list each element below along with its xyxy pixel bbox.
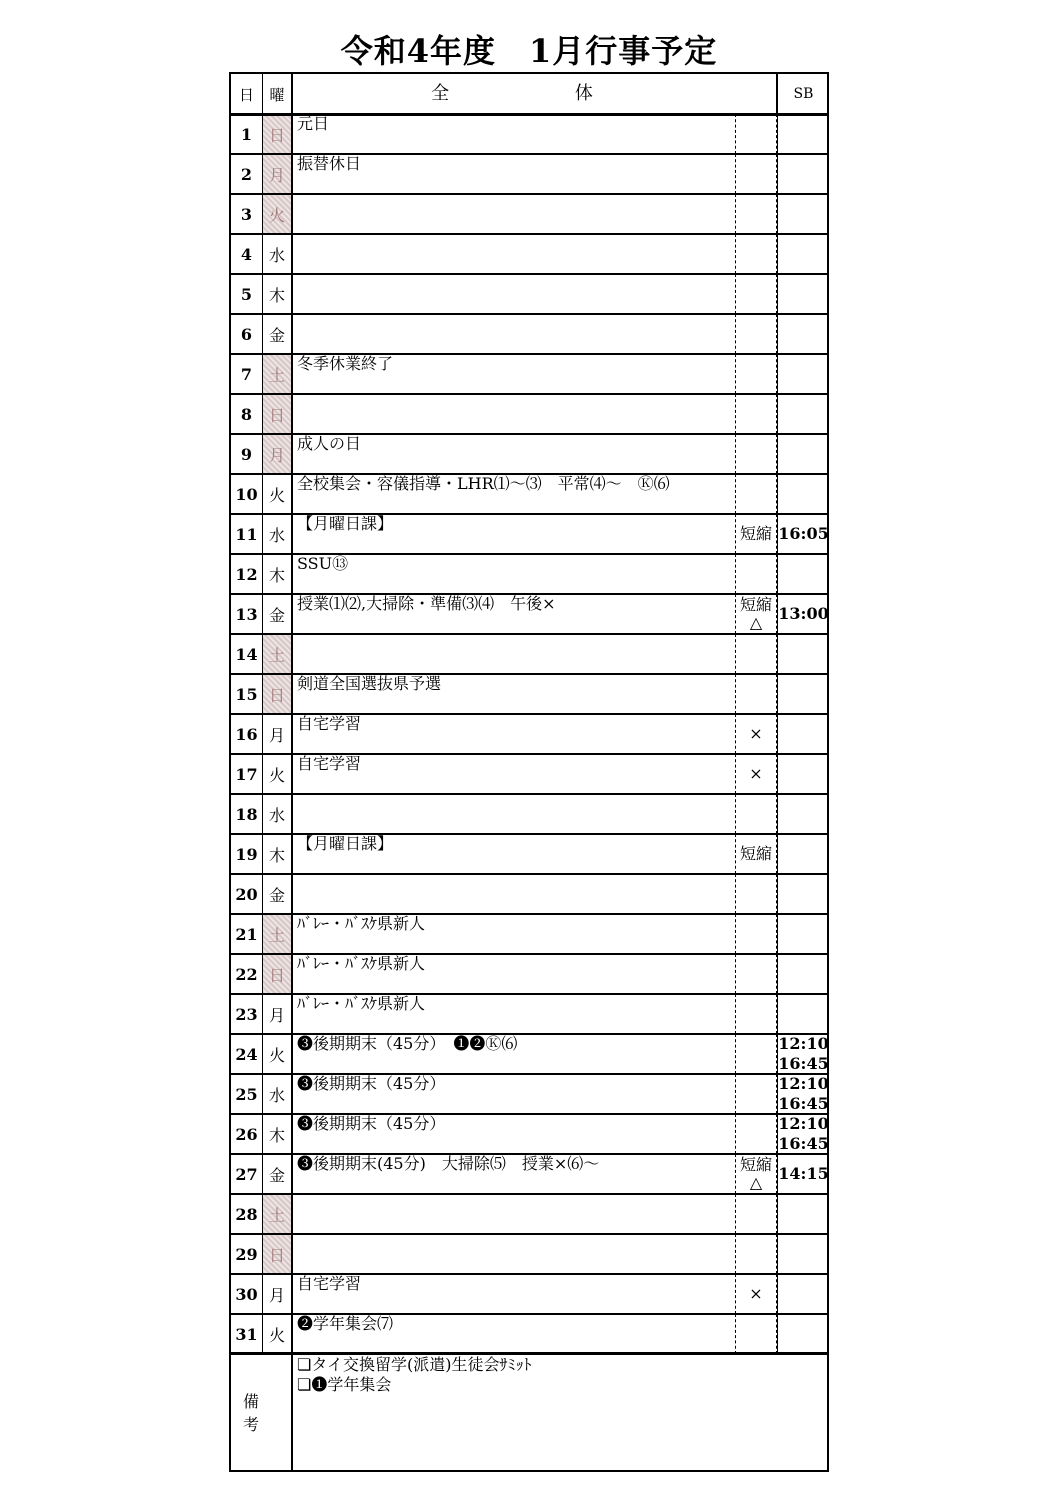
row-divider xyxy=(231,553,827,555)
table-row xyxy=(231,514,827,554)
day-number: 28 xyxy=(231,1194,263,1234)
cell-line: 12:10 xyxy=(778,1074,829,1093)
day-number: 26 xyxy=(231,1114,263,1154)
table-row xyxy=(231,194,827,234)
sb-time xyxy=(777,1314,829,1354)
sb-time xyxy=(777,354,829,394)
sb-time xyxy=(777,1114,829,1154)
event-text: 【月曜日課】 xyxy=(297,834,394,853)
sb-time xyxy=(777,1034,829,1074)
row-divider xyxy=(231,593,827,595)
sb-time xyxy=(777,714,829,754)
sb-time xyxy=(777,1154,829,1194)
day-number: 17 xyxy=(231,754,263,794)
event-text: SSU⑬ xyxy=(297,554,349,573)
table-row xyxy=(231,234,827,274)
sb-time xyxy=(777,394,829,434)
weekday: 金 xyxy=(263,874,293,914)
day-number: 22 xyxy=(231,954,263,994)
day-number: 30 xyxy=(231,1274,263,1314)
note-cell xyxy=(735,1114,777,1154)
remarks-section xyxy=(231,1353,827,1470)
weekday: 水 xyxy=(263,514,293,554)
event-text xyxy=(293,634,735,674)
table-row xyxy=(231,1194,827,1234)
note-cell xyxy=(735,954,777,994)
cell-line: 14:15 xyxy=(778,1164,829,1183)
sb-time xyxy=(777,114,829,154)
note-cell xyxy=(735,1034,777,1074)
day-number: 31 xyxy=(231,1314,263,1354)
note-cell xyxy=(735,794,777,834)
row-divider xyxy=(231,873,827,875)
table-row xyxy=(231,114,827,154)
note-cell xyxy=(735,234,777,274)
weekday: 火 xyxy=(263,1314,293,1354)
event-text: ❸後期期末（45分） xyxy=(297,1114,446,1133)
note-cell xyxy=(735,1074,777,1114)
sb-time xyxy=(777,274,829,314)
weekday: 火 xyxy=(263,194,293,234)
cell-line: △ xyxy=(749,1173,763,1192)
row-divider xyxy=(231,993,827,995)
note-cell xyxy=(735,194,777,234)
cell-line: × xyxy=(749,724,763,743)
table-row xyxy=(231,1074,827,1114)
weekday: 月 xyxy=(263,714,293,754)
day-number: 2 xyxy=(231,154,263,194)
note-cell xyxy=(735,674,777,714)
weekday: 金 xyxy=(263,594,293,634)
day-number: 6 xyxy=(231,314,263,354)
sb-time xyxy=(777,554,829,594)
cell-line: 短縮 xyxy=(739,844,772,863)
table-row xyxy=(231,674,827,714)
row-divider xyxy=(231,1193,827,1195)
sb-time xyxy=(777,1234,829,1274)
row-divider xyxy=(231,1233,827,1235)
row-divider xyxy=(231,673,827,675)
page-title: 令和4年度 1月行事予定 xyxy=(340,32,718,70)
header-note xyxy=(735,74,777,114)
note-cell xyxy=(735,754,777,794)
day-number: 27 xyxy=(231,1154,263,1194)
day-number: 9 xyxy=(231,434,263,474)
row-divider xyxy=(231,473,827,475)
cell-line: △ xyxy=(749,613,763,632)
row-divider xyxy=(231,273,827,275)
day-number: 3 xyxy=(231,194,263,234)
event-text: 自宅学習 xyxy=(297,754,362,773)
note-cell xyxy=(735,834,777,874)
row-divider xyxy=(231,1153,827,1155)
sb-time xyxy=(777,674,829,714)
note-cell xyxy=(735,274,777,314)
table-row xyxy=(231,274,827,314)
row-divider xyxy=(231,353,827,355)
cell-line: × xyxy=(749,764,763,783)
row-divider xyxy=(231,833,827,835)
table-header xyxy=(231,74,827,114)
event-text xyxy=(293,274,735,314)
table-row xyxy=(231,634,827,674)
note-cell xyxy=(735,434,777,474)
table-row xyxy=(231,954,827,994)
event-text: 自宅学習 xyxy=(297,1274,362,1293)
cell-line: × xyxy=(749,1284,763,1303)
day-number: 12 xyxy=(231,554,263,594)
weekday: 月 xyxy=(263,994,293,1034)
event-text: ﾊﾞﾚｰ・ﾊﾞｽｹ県新人 xyxy=(297,914,426,933)
note-cell xyxy=(735,1234,777,1274)
sb-time xyxy=(777,474,829,514)
event-text xyxy=(293,1194,735,1234)
table-row xyxy=(231,1154,827,1194)
weekday: 水 xyxy=(263,794,293,834)
weekday: 日 xyxy=(263,954,293,994)
event-text: 【月曜日課】 xyxy=(297,514,394,533)
note-cell xyxy=(735,1194,777,1234)
event-text xyxy=(293,394,735,434)
weekday: 火 xyxy=(263,1034,293,1074)
day-number: 7 xyxy=(231,354,263,394)
table-row xyxy=(231,1274,827,1314)
day-number: 4 xyxy=(231,234,263,274)
weekday: 土 xyxy=(263,1194,293,1234)
event-text: ❸後期期末（45分） ❶❷Ⓚ⑹ xyxy=(297,1034,518,1053)
row-divider xyxy=(231,793,827,795)
table-row xyxy=(231,1314,827,1354)
table-row xyxy=(231,394,827,434)
header-weekday: 曜 xyxy=(263,74,293,114)
row-divider xyxy=(231,753,827,755)
note-cell xyxy=(735,114,777,154)
table-row xyxy=(231,914,827,954)
sb-time xyxy=(777,914,829,954)
table-row xyxy=(231,834,827,874)
sb-time xyxy=(777,954,829,994)
note-cell xyxy=(735,594,777,634)
table-row xyxy=(231,474,827,514)
sb-time xyxy=(777,874,829,914)
row-divider xyxy=(231,913,827,915)
row-divider xyxy=(231,1273,827,1275)
table-row xyxy=(231,794,827,834)
day-number: 8 xyxy=(231,394,263,434)
row-divider xyxy=(231,193,827,195)
weekday: 木 xyxy=(263,554,293,594)
header-day: 日 xyxy=(231,74,263,114)
note-cell xyxy=(735,634,777,674)
table-row xyxy=(231,754,827,794)
sb-time xyxy=(777,754,829,794)
day-number: 19 xyxy=(231,834,263,874)
sb-time xyxy=(777,1274,829,1314)
schedule-table xyxy=(229,72,829,1472)
event-text: 冬季休業終了 xyxy=(297,354,394,373)
sb-time xyxy=(777,1074,829,1114)
weekday: 日 xyxy=(263,1234,293,1274)
row-divider xyxy=(231,433,827,435)
event-text: 振替休日 xyxy=(297,154,362,173)
day-number: 14 xyxy=(231,634,263,674)
table-row xyxy=(231,994,827,1034)
weekday: 水 xyxy=(263,1074,293,1114)
sb-time xyxy=(777,434,829,474)
note-cell xyxy=(735,874,777,914)
event-text: 成人の日 xyxy=(297,434,362,453)
day-number: 20 xyxy=(231,874,263,914)
sb-time xyxy=(777,194,829,234)
day-number: 10 xyxy=(231,474,263,514)
cell-line: 16:45 xyxy=(778,1054,829,1073)
note-cell xyxy=(735,994,777,1034)
weekday: 日 xyxy=(263,674,293,714)
weekday: 金 xyxy=(263,1154,293,1194)
event-text xyxy=(293,874,735,914)
day-number: 13 xyxy=(231,594,263,634)
weekday: 土 xyxy=(263,634,293,674)
table-row xyxy=(231,1114,827,1154)
event-text: ❷学年集会⑺ xyxy=(297,1314,394,1333)
cell-line: 短縮 xyxy=(739,595,772,614)
weekday: 火 xyxy=(263,754,293,794)
weekday: 金 xyxy=(263,314,293,354)
day-number: 1 xyxy=(231,114,263,154)
row-divider xyxy=(231,113,827,116)
day-number: 16 xyxy=(231,714,263,754)
event-text: 元日 xyxy=(297,114,330,133)
table-row xyxy=(231,874,827,914)
event-text: ﾊﾞﾚｰ・ﾊﾞｽｹ県新人 xyxy=(297,994,426,1013)
row-divider xyxy=(231,153,827,155)
header-sb: SB xyxy=(777,74,829,114)
day-number: 21 xyxy=(231,914,263,954)
table-row xyxy=(231,594,827,634)
row-divider xyxy=(231,713,827,715)
cell-line: 16:45 xyxy=(778,1134,829,1153)
table-row xyxy=(231,314,827,354)
weekday: 日 xyxy=(263,394,293,434)
remarks-item: ❏❶学年集会 xyxy=(297,1375,392,1394)
event-text: ❸後期期末(45分) 大掃除⑸ 授業×⑹〜 xyxy=(297,1154,600,1173)
note-cell xyxy=(735,1314,777,1354)
note-cell xyxy=(735,354,777,394)
table-row xyxy=(231,1234,827,1274)
event-text: ❸後期期末（45分） xyxy=(297,1074,446,1093)
sb-time xyxy=(777,514,829,554)
table-row xyxy=(231,434,827,474)
remarks-item: ❏タイ交換留学(派遣)生徒会ｻﾐｯﾄ xyxy=(297,1355,532,1374)
row-divider xyxy=(231,233,827,235)
event-text xyxy=(293,194,735,234)
table-row xyxy=(231,154,827,194)
row-divider xyxy=(231,1313,827,1315)
weekday: 水 xyxy=(263,234,293,274)
sb-time xyxy=(777,994,829,1034)
event-text xyxy=(293,1234,735,1274)
table-row xyxy=(231,1034,827,1074)
note-cell xyxy=(735,154,777,194)
weekday: 土 xyxy=(263,914,293,954)
cell-line: 短縮 xyxy=(739,1155,772,1174)
note-cell xyxy=(735,714,777,754)
cell-line: 12:10 xyxy=(778,1114,829,1133)
weekday: 木 xyxy=(263,1114,293,1154)
sb-time xyxy=(777,1194,829,1234)
note-cell xyxy=(735,314,777,354)
cell-line: 短縮 xyxy=(739,524,772,543)
header-events: 全 体 xyxy=(431,83,653,104)
remarks-divider xyxy=(231,1352,827,1355)
weekday: 木 xyxy=(263,274,293,314)
row-divider xyxy=(231,513,827,515)
event-text xyxy=(293,314,735,354)
day-number: 18 xyxy=(231,794,263,834)
day-number: 23 xyxy=(231,994,263,1034)
remarks-content xyxy=(297,1355,532,1395)
weekday: 日 xyxy=(263,114,293,154)
note-cell xyxy=(735,474,777,514)
sb-time xyxy=(777,154,829,194)
cell-line: 12:10 xyxy=(778,1034,829,1053)
table-row xyxy=(231,554,827,594)
weekday: 土 xyxy=(263,354,293,394)
note-cell xyxy=(735,1274,777,1314)
event-text xyxy=(293,794,735,834)
row-divider xyxy=(231,313,827,315)
event-text: 授業⑴⑵,大掃除・準備⑶⑷ 午後× xyxy=(297,594,556,613)
row-divider xyxy=(231,633,827,635)
note-cell xyxy=(735,1154,777,1194)
weekday: 月 xyxy=(263,154,293,194)
event-text xyxy=(293,234,735,274)
cell-line: 16:45 xyxy=(778,1094,829,1113)
table-row xyxy=(231,354,827,394)
row-divider xyxy=(231,393,827,395)
day-number: 24 xyxy=(231,1034,263,1074)
sb-time xyxy=(777,594,829,634)
remarks-label: 備 考 xyxy=(231,1353,293,1470)
weekday: 木 xyxy=(263,834,293,874)
row-divider xyxy=(231,1113,827,1115)
event-text: ﾊﾞﾚｰ・ﾊﾞｽｹ県新人 xyxy=(297,954,426,973)
cell-line: 16:05 xyxy=(778,524,829,543)
day-number: 29 xyxy=(231,1234,263,1274)
row-divider xyxy=(231,1033,827,1035)
note-cell xyxy=(735,514,777,554)
sb-time xyxy=(777,314,829,354)
weekday: 火 xyxy=(263,474,293,514)
sb-time xyxy=(777,834,829,874)
note-cell xyxy=(735,394,777,434)
event-text: 自宅学習 xyxy=(297,714,362,733)
weekday: 月 xyxy=(263,434,293,474)
day-number: 11 xyxy=(231,514,263,554)
table-row xyxy=(231,714,827,754)
day-number: 15 xyxy=(231,674,263,714)
event-text: 剣道全国選抜県予選 xyxy=(297,674,442,693)
row-divider xyxy=(231,1073,827,1075)
event-text: 全校集会・容儀指導・LHR⑴〜⑶ 平常⑷〜 Ⓚ⑹ xyxy=(297,474,670,493)
cell-line: 13:00 xyxy=(778,604,829,623)
sb-time xyxy=(777,634,829,674)
sb-time xyxy=(777,234,829,274)
note-cell xyxy=(735,554,777,594)
note-cell xyxy=(735,914,777,954)
sb-time xyxy=(777,794,829,834)
weekday: 月 xyxy=(263,1274,293,1314)
day-number: 25 xyxy=(231,1074,263,1114)
row-divider xyxy=(231,953,827,955)
day-number: 5 xyxy=(231,274,263,314)
